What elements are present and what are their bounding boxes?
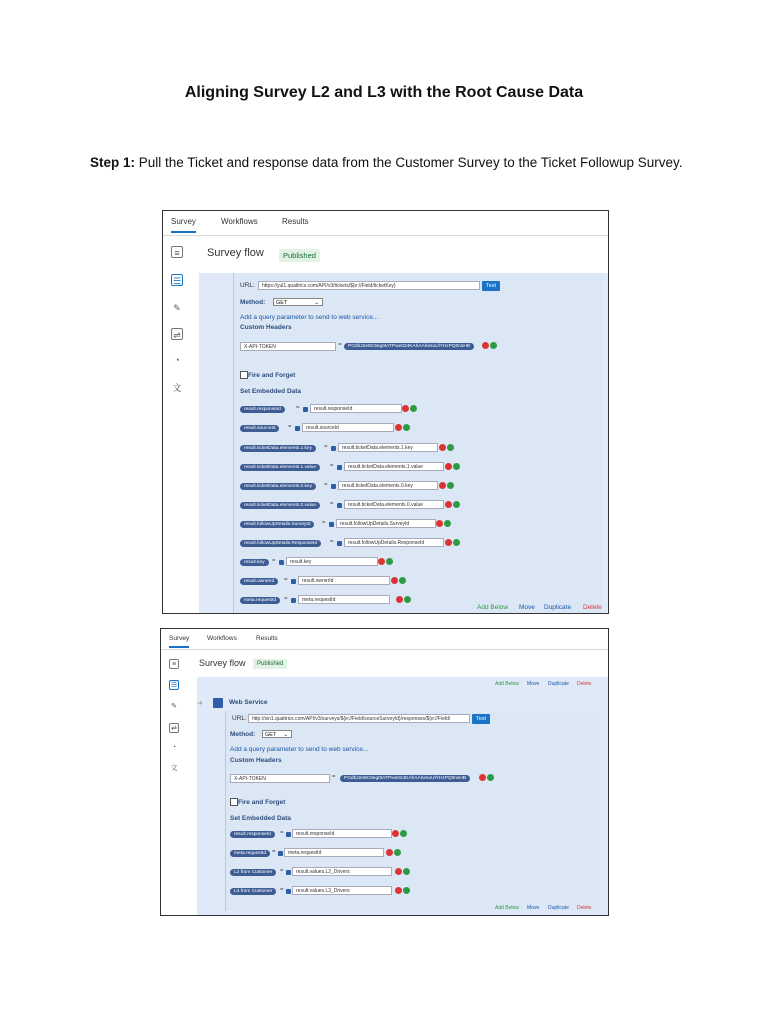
embedded-value-input[interactable]: result.values.L2_Drivers (292, 867, 392, 876)
rss-icon (291, 579, 296, 584)
header-key-input[interactable]: X-API-TOKEN (240, 342, 336, 351)
translate-icon[interactable]: 文 (170, 765, 178, 772)
document-title: Aligning Survey L2 and L3 with the Root Cause Data (184, 84, 584, 101)
screenshot-survey-flow-1 (162, 210, 609, 614)
rss-icon (337, 465, 342, 470)
add-header-icon[interactable] (487, 774, 494, 781)
embedded-value-input[interactable]: meta.requestId (298, 595, 390, 604)
equals-sign: = (324, 482, 328, 488)
embedded-key-pill[interactable]: result.sourceId (240, 425, 279, 432)
embedded-value-input[interactable]: result.key (286, 557, 378, 566)
remove-row-icon[interactable] (439, 482, 446, 489)
step-1-paragraph (90, 152, 690, 174)
method-label: Method: (240, 299, 266, 306)
survey-flow-icon[interactable]: ☰ (170, 682, 178, 689)
clipboard-icon[interactable]: ≡ (171, 246, 183, 258)
embedded-key-pill[interactable]: result.followUpDetails.SurveyId (240, 521, 314, 528)
url-input[interactable]: http://sin1.qualtrics.com/API/v3/surveys/${e://Field/sourceSurveyId}/responses/${e://Field/ (248, 714, 470, 723)
embedded-value-input[interactable]: result.ownerId (298, 576, 390, 585)
status-badge: Published (279, 249, 320, 262)
add-row-icon[interactable] (447, 444, 454, 451)
delete-link[interactable]: Delete (577, 681, 592, 687)
equals-sign: = (332, 774, 336, 780)
equals-sign: = (296, 405, 300, 411)
embedded-value-input[interactable]: result.followUpDetails.ResponseId (344, 538, 444, 547)
rss-icon (331, 446, 336, 451)
duplicate-link[interactable]: Duplicate (548, 681, 569, 687)
remove-row-icon[interactable] (445, 463, 452, 470)
remove-row-icon[interactable] (445, 501, 452, 508)
gauge-icon[interactable]: ◔ (171, 744, 177, 751)
equals-sign: = (324, 444, 328, 450)
rss-icon (213, 698, 223, 708)
embedded-value-input[interactable]: result.ticketData.elements.0.key (338, 481, 438, 490)
rss-icon (291, 598, 296, 603)
embedded-value-input[interactable]: result.ticketData.elements.0.value (344, 500, 444, 509)
method-select[interactable] (262, 730, 292, 738)
embedded-value-input[interactable]: result.sourceId (302, 423, 394, 432)
paintbrush-icon[interactable]: ✎ (173, 303, 181, 313)
screenshot-survey-flow-2 (160, 628, 609, 916)
embedded-key-pill[interactable]: meta.requestId (230, 850, 270, 857)
test-button[interactable]: Test (482, 281, 500, 291)
add-below-link[interactable]: Add Below (477, 604, 509, 611)
add-row-icon[interactable] (386, 558, 393, 565)
tab-survey[interactable]: Survey (171, 217, 196, 233)
survey-flow-icon[interactable]: ☰ (172, 276, 182, 286)
embedded-key-pill[interactable]: result.ticketData.elements.0.key (240, 483, 316, 490)
step-label: Step 1: (90, 155, 136, 170)
equals-sign: = (272, 849, 276, 855)
flow-panel (199, 273, 608, 613)
set-embedded-data-label: Set Embedded Data (230, 815, 292, 822)
remove-row-icon[interactable] (392, 830, 399, 837)
gauge-icon[interactable]: ◔ (174, 355, 180, 365)
method-value: GET (265, 732, 277, 738)
rss-icon (278, 851, 283, 856)
equals-sign: = (330, 501, 334, 507)
remove-row-icon[interactable] (395, 868, 402, 875)
translate-icon[interactable]: 文 (172, 383, 182, 393)
rss-icon (286, 870, 291, 875)
embedded-key-pill[interactable]: result.ticketData.elements.1.key (240, 445, 316, 452)
url-input[interactable]: https://yul1.qualtrics.com/API/v3/tickets/${e://Field/ticketKey} (258, 281, 480, 290)
equals-sign: = (338, 342, 342, 348)
add-below-link[interactable]: Add Below (495, 905, 519, 911)
chevron-down-icon: ⌄ (283, 732, 288, 738)
embedded-key-pill[interactable]: meta.requestId (240, 597, 280, 604)
options-icon[interactable]: ⇌ (171, 328, 183, 340)
add-row-icon[interactable] (453, 501, 460, 508)
add-below-link[interactable]: Add Below (495, 681, 519, 687)
tab-results[interactable]: Results (256, 635, 278, 642)
embedded-key-pill[interactable]: result.responseId (240, 406, 285, 413)
rss-icon (279, 560, 284, 565)
delete-link[interactable]: Delete (583, 604, 602, 611)
remove-row-icon[interactable] (378, 558, 385, 565)
method-label: Method: (230, 731, 256, 738)
remove-row-icon[interactable] (391, 577, 398, 584)
embedded-value-input[interactable]: meta.requestId (284, 848, 384, 857)
rss-icon (295, 426, 300, 431)
add-row-icon[interactable] (399, 577, 406, 584)
duplicate-link[interactable]: Duplicate (544, 604, 572, 611)
equals-sign: = (284, 577, 288, 583)
tab-bar (161, 629, 608, 650)
move-link[interactable]: Move (527, 681, 540, 687)
chevron-down-icon: ⌄ (314, 300, 319, 306)
add-row-icon[interactable] (447, 482, 454, 489)
url-label: URL: (232, 715, 247, 722)
tab-workflows[interactable]: Workflows (207, 635, 237, 642)
rss-icon (303, 407, 308, 412)
url-label: URL: (240, 282, 255, 289)
sidebar (161, 650, 189, 915)
add-row-icon[interactable] (403, 887, 410, 894)
remove-row-icon[interactable] (445, 539, 452, 546)
test-button[interactable]: Test (472, 714, 490, 724)
web-service-title: Web Service (229, 699, 268, 706)
equals-sign: = (280, 830, 284, 836)
method-select[interactable] (273, 298, 323, 306)
equals-sign: = (280, 868, 284, 874)
equals-sign: = (288, 424, 292, 430)
rss-icon (286, 889, 291, 894)
page-title: Survey flow (207, 247, 264, 259)
embedded-key-pill[interactable]: L3 from Customer (230, 888, 276, 895)
remove-header-icon[interactable] (479, 774, 486, 781)
custom-headers-label: Custom Headers (230, 757, 282, 764)
add-row-icon[interactable] (453, 539, 460, 546)
embedded-key-pill[interactable]: result.key (240, 559, 269, 566)
clipboard-icon[interactable]: ≡ (169, 659, 179, 669)
add-row-icon[interactable] (394, 849, 401, 856)
embedded-key-pill[interactable]: result.ticketData.elements.0.value (240, 502, 320, 509)
move-link[interactable]: Move (519, 604, 535, 611)
rss-icon (329, 522, 334, 527)
move-link[interactable]: Move (527, 905, 540, 911)
fire-and-forget-checkbox[interactable] (230, 798, 238, 806)
embedded-key-pill[interactable]: result.ownerId (240, 578, 278, 585)
embedded-value-input[interactable]: result.values.L3_Drivers (292, 886, 392, 895)
embedded-value-input[interactable]: result.responseId (292, 829, 392, 838)
rss-icon (337, 503, 342, 508)
equals-sign: = (330, 539, 334, 545)
embedded-value-input[interactable]: result.followUpDetails.SurveyId (336, 519, 436, 528)
add-row-icon[interactable] (403, 424, 410, 431)
add-query-parameter-link[interactable]: Add a query parameter to send to web service... (240, 314, 379, 321)
fire-and-forget-label: Fire and Forget (248, 372, 296, 379)
fire-and-forget-checkbox[interactable] (240, 371, 248, 379)
step-text: Pull the Ticket and response data from the Customer Survey to the Ticket Followup Survey. (135, 155, 683, 170)
add-row-icon[interactable] (444, 520, 451, 527)
method-value: GET (276, 300, 288, 306)
delete-link[interactable]: Delete (577, 905, 592, 911)
add-row-icon[interactable] (404, 596, 411, 603)
add-row-icon[interactable] (453, 463, 460, 470)
add-row-icon[interactable] (400, 830, 407, 837)
fire-and-forget-label: Fire and Forget (238, 799, 286, 806)
tab-bar (163, 211, 608, 236)
embedded-key-pill[interactable]: result.ticketData.elements.1.value (240, 464, 320, 471)
page-title: Survey flow (199, 658, 246, 668)
rss-icon (337, 541, 342, 546)
embedded-key-pill[interactable]: L2 from Customer (230, 869, 276, 876)
embedded-value-input[interactable]: result.responseId (310, 404, 402, 413)
remove-row-icon[interactable] (439, 444, 446, 451)
tab-results[interactable]: Results (282, 217, 309, 226)
set-embedded-data-label: Set Embedded Data (240, 388, 302, 395)
embedded-key-pill[interactable]: result.responseId (230, 831, 275, 838)
embedded-value-input[interactable]: result.ticketData.elements.1.value (344, 462, 444, 471)
duplicate-link[interactable]: Duplicate (548, 905, 569, 911)
equals-sign: = (280, 887, 284, 893)
equals-sign: = (322, 520, 326, 526)
rss-icon (286, 832, 291, 837)
tab-workflows[interactable]: Workflows (221, 217, 258, 226)
tab-survey[interactable]: Survey (169, 635, 189, 648)
add-header-icon[interactable] (490, 342, 497, 349)
add-row-icon[interactable] (403, 868, 410, 875)
options-icon[interactable]: ⇌ (169, 723, 179, 733)
flow-panel (197, 677, 608, 915)
web-service-card (225, 711, 601, 911)
rss-icon (331, 484, 336, 489)
embedded-value-input[interactable]: result.ticketData.elements.1.key (338, 443, 438, 452)
equals-sign: = (284, 596, 288, 602)
remove-row-icon[interactable] (395, 424, 402, 431)
header-value-pill[interactable]: PGdbJ2e8C9eg0tATPwe024KAhAAhesuUlYHzPQ0nsHB (340, 775, 470, 782)
equals-sign: = (272, 558, 276, 564)
embedded-key-pill[interactable]: result.followUpDetails.ResponseId (240, 540, 321, 547)
remove-row-icon[interactable] (386, 849, 393, 856)
paintbrush-icon[interactable]: ✎ (171, 703, 177, 710)
web-service-card (233, 273, 602, 613)
remove-row-icon[interactable] (396, 596, 403, 603)
add-row-icon[interactable] (410, 405, 417, 412)
header-key-input[interactable]: X-API-TOKEN (230, 774, 330, 783)
remove-row-icon[interactable] (395, 887, 402, 894)
header-value-pill[interactable]: PGdbJ2e8C9eg0tATPwe024KAhAAhesuUlYHzPQ0nsHB (344, 343, 474, 350)
remove-row-icon[interactable] (402, 405, 409, 412)
remove-header-icon[interactable] (482, 342, 489, 349)
arrow-icon: ➜ (197, 700, 203, 707)
status-badge: Published (253, 659, 287, 669)
add-query-parameter-link[interactable]: Add a query parameter to send to web service... (230, 746, 369, 753)
sidebar (163, 236, 191, 613)
remove-row-icon[interactable] (436, 520, 443, 527)
equals-sign: = (330, 463, 334, 469)
custom-headers-label: Custom Headers (240, 324, 292, 331)
